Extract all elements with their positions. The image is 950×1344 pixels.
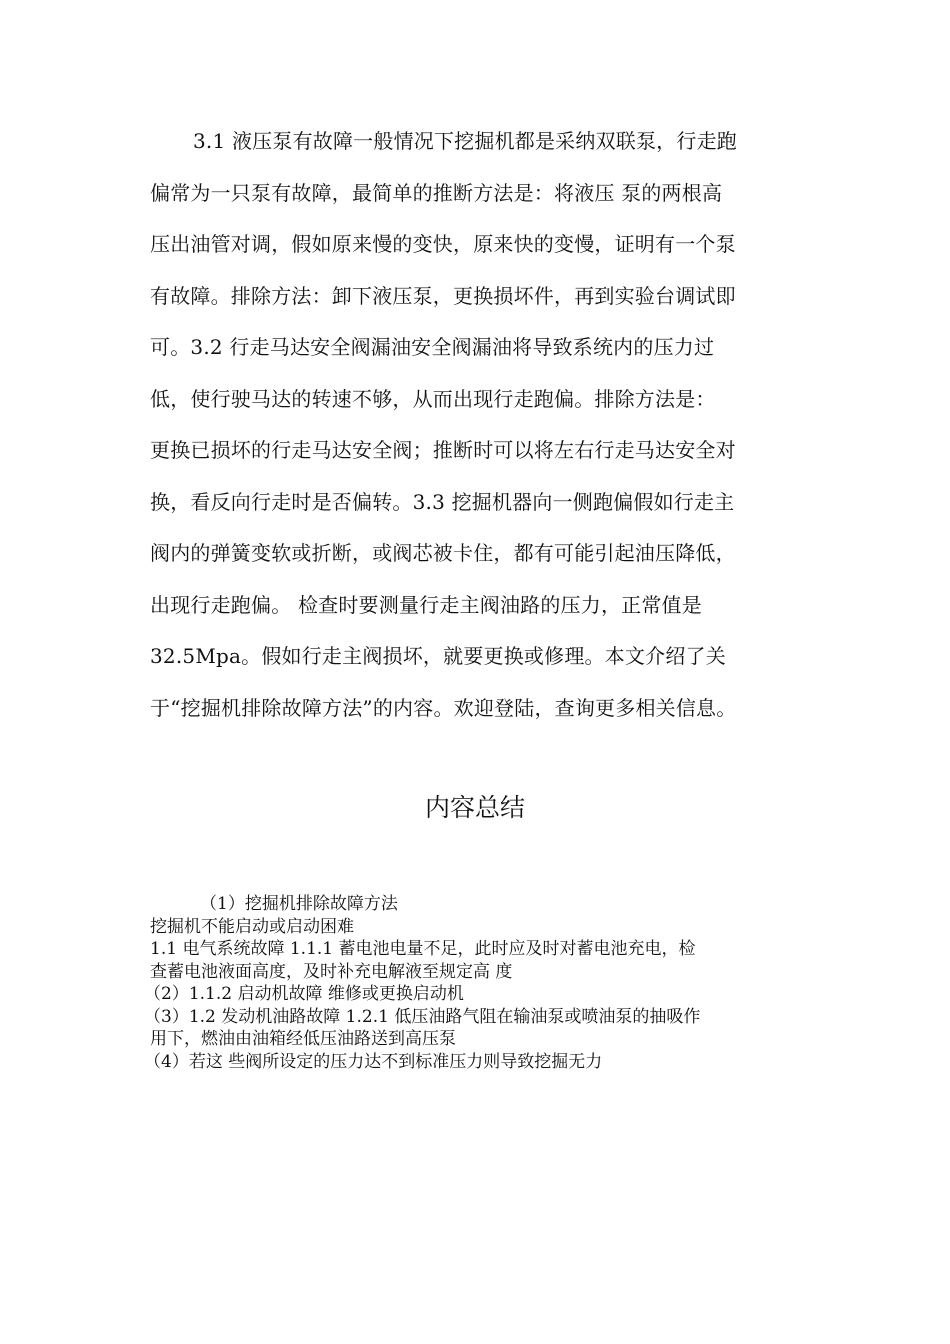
summary-item: （2）1.1.2 启动机故障 维修或更换启动机 xyxy=(144,984,464,1004)
body-line: 出现行走跑偏。 检查时要测量行走主阀油路的压力，正常值是 xyxy=(150,592,702,617)
summary-item: 查蓄电池液面高度，及时补充电解液至规定高 度 xyxy=(150,961,513,982)
summary-item: （3）1.2 发动机油路故障 1.2.1 低压油路气阻在输油泵或喷油泵的抽吸作 xyxy=(144,1006,701,1027)
body-paragraph xyxy=(150,116,810,734)
summary-item: （4）若这 些阀所设定的压力达不到标准压力则导致挖掘无力 xyxy=(144,1051,603,1072)
summary-list xyxy=(144,893,810,1073)
body-line: 于“挖掘机排除故障方法”的内容。欢迎登陆，查询更多相关信息。 xyxy=(150,695,737,720)
body-line: 换，看反向行走时是否偏转。3.3 挖掘机器向一侧跑偏假如行走主 xyxy=(150,489,735,514)
summary-item: 挖掘机不能启动或启动困难 xyxy=(150,916,354,937)
body-line: 32.5Mpa。假如行走主阀损坏，就要更换或修理。本文介绍了关 xyxy=(150,644,726,668)
summary-item: （1）挖掘机排除故障方法 xyxy=(200,894,398,914)
body-line: 阀内的弹簧变软或折断，或阀芯被卡住，都有可能引起油压降低， xyxy=(150,541,736,565)
body-line: 3.1 液压泵有故障一般情况下挖掘机都是采纳双联泵，行走跑 xyxy=(193,129,737,153)
body-line: 低，使行驶马达的转速不够，从而出现行走跑偏。排除方法是： xyxy=(150,386,716,411)
body-line: 更换已损坏的行走马达安全阀；推断时可以将左右行走马达安全对 xyxy=(150,438,736,462)
body-line: 可。3.2 行走马达安全阀漏油安全阀漏油将导致系统内的压力过 xyxy=(150,335,715,359)
summary-item: 1.1 电气系统故障 1.1.1 蓄电池电量不足，此时应及时对蓄电池充电，检 xyxy=(150,939,696,959)
summary-title: 内容总结 xyxy=(424,793,525,822)
body-line: 有故障。排除方法：卸下液压泵，更换损坏件，再到实验台调试即 xyxy=(150,283,736,308)
summary-item: 用下，燃油由油箱经低压油路送到高压泵 xyxy=(150,1029,456,1049)
body-line: 压出油管对调，假如原来慢的变快，原来快的变慢，证明有一个泵 xyxy=(150,232,736,256)
body-line: 偏常为一只泵有故障，最简单的推断方法是：将液压 泵的两根高 xyxy=(150,180,723,205)
